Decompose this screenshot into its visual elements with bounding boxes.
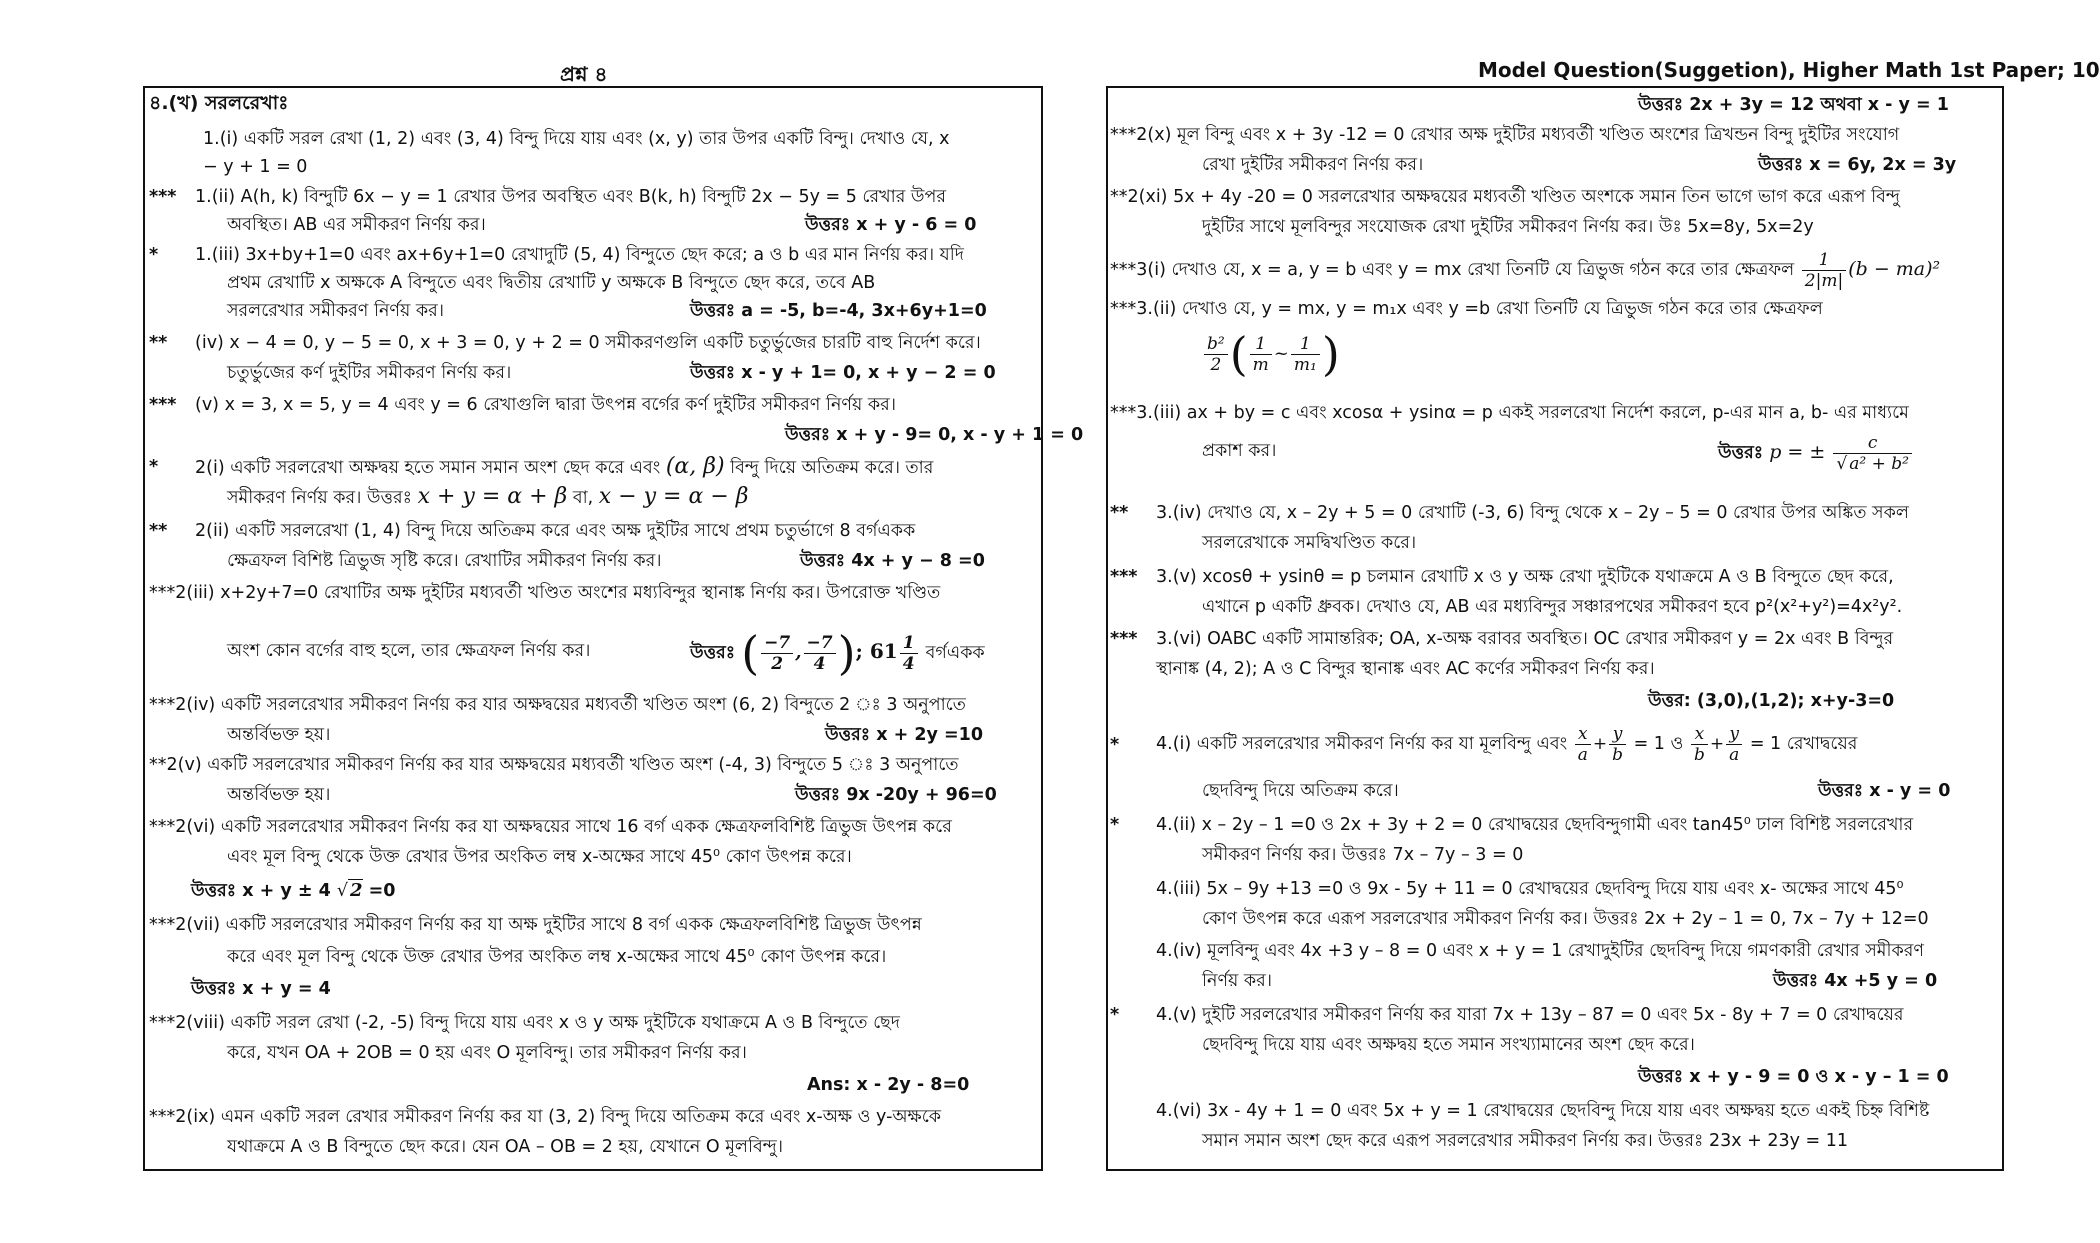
question-2-iii: ***2(iii) x+2y+7=0 রেখাটির অক্ষ দুইটির মধ্যবর্তী খণ্ডিত অংশের মধ্যবিন্দুর স্থানাঙ্ক নির্ণয় কর। উপরোক্ত খণ্ডিত (149, 583, 941, 603)
question-text: 2(i) একটি সরলরেখা অক্ষদ্বয় হতে সমান সমান অংশ ছেদ করে এবং (195, 458, 661, 478)
question-3-iv-cont: সরলরেখাকে সমদ্বিখণ্ডিত করে। (1202, 533, 1417, 553)
importance-stars: ** (149, 521, 168, 541)
fraction: $\frac{y}{a}$ (1726, 724, 1742, 765)
question-2-xi-cont: দুইটির সাথে মূলবিন্দুর সংযোজক রেখা দুইটির সমীকরণ নির্ণয় কর। উঃ 5x=8y, 5x=2y (1202, 217, 1814, 237)
right-page-header: Model Question(Suggetion), Higher Math 1st Paper; 10 (1478, 58, 2100, 82)
fraction: $\frac{1}{4}$ (900, 633, 918, 674)
question-2-i (195, 454, 933, 481)
question-4-vi: 4.(vi) 3x - 4y + 1 = 0 এবং 5x + y = 1 রেখাদ্বয়ের ছেদবিন্দু দিয়ে যায় এবং অক্ষদ্বয় হতে একই চিহ্ন বিশিষ্ট (1156, 1101, 1930, 1121)
open-paren: ( (741, 626, 760, 680)
question-3-iii-cont: প্রকাশ কর। (1202, 441, 1277, 461)
answer-equation: x − y = α − β (598, 484, 749, 509)
answer-2-ix: উত্তরঃ 2x + 3y = 12 অথবা x - y = 1 (1638, 95, 1949, 115)
answer-equation: x + y = α + β (417, 484, 568, 509)
importance-stars: * (149, 245, 159, 265)
fraction: $\frac{\text{b²}}{2}$ (1204, 334, 1228, 375)
question-2-ii-cont: ক্ষেত্রফল বিশিষ্ট ত্রিভুজ সৃষ্টি করে। রেখাটির সমীকরণ নির্ণয় কর। (227, 551, 662, 571)
question-1-v: (v) x = 3, x = 5, y = 4 এবং y = 6 রেখাগুলি দ্বারা উৎপন্ন বর্গের কর্ণ দুইটির সমীকরণ নির্ণয় কর। (195, 395, 896, 415)
answer-text: উত্তরঃ x + y ± 4 (191, 881, 331, 901)
question-1-iii: 1.(iii) 3x+by+1=0 এবং ax+6y+1=0 রেখাদুটি (5, 4) বিন্দুতে ছেদ করে; a ও b এর মান নির্ণয় কর। যদি (195, 245, 964, 265)
question-2-i-cont (227, 484, 748, 511)
answer-4-i: উত্তরঃ x - y = 0 (1818, 781, 1951, 801)
question-2-xi: **2(xi) 5x + 4y -20 = 0 সরলরেখার অক্ষদ্বয়ের মধ্যবর্তী খণ্ডিত অংশকে সমান তিন ভাগে ভাগ করে এরূপ বিন্দু (1110, 187, 1900, 207)
left-page-header: প্রশ্ন ৪ (560, 62, 608, 86)
importance-stars: *** (149, 395, 177, 415)
question-1-ii-cont: অবস্থিত। AB এর সমীকরণ নির্ণয় কর। (227, 215, 486, 235)
radicand: 2 (350, 880, 363, 901)
question-4-ii-cont: সমীকরণ নির্ণয় কর। উত্তরঃ 7x – 7y – 3 = 0 (1202, 845, 1524, 865)
answer-label: উত্তরঃ (690, 643, 736, 663)
question-2-iv: ***2(iv) একটি সরলরেখার সমীকরণ নির্ণয় কর যার অক্ষদ্বয়ের মধ্যবর্তী খণ্ডিত অংশ (6, 2) বিন্দুতে 2 ঃ 3 অনুপাতে (149, 695, 966, 715)
question-2-vi: ***2(vi) একটি সরলরেখার সমীকরণ নির্ণয় কর যা অক্ষদ্বয়ের সাথে 16 বর্গ একক ক্ষেত্রফলবিশিষ্ট ত্রিভুজ উৎপন্ন করে (149, 817, 952, 837)
fraction: $\frac{c}{\text{√ a² + b²}}$ (1833, 433, 1912, 474)
question-4-i-cont: ছেদবিন্দু দিয়ে অতিক্রম করে। (1202, 781, 1399, 801)
question-text: ***3(i) দেখাও যে, x = a, y = b এবং y = mx রেখা তিনটি যে ত্রিভুজ গঠন করে তার ক্ষেত্রফল (1110, 260, 1795, 280)
question-3-i (1110, 244, 1940, 295)
question-text: বিন্দু দিয়ে অতিক্রম করে। তার (730, 458, 934, 478)
question-1-i (203, 126, 949, 152)
question-3-vi: 3.(vi) OABC একটি সামান্তরিক; OA, x-অক্ষ বরাবর অবস্থিত। OC রেখার সমীকরণ y = 2x এবং B বিন্দুর (1156, 629, 1894, 649)
question-3-ii: ***3.(ii) দেখাও যে, y = mx, y = m₁x এবং y =b রেখা তিনটি যে ত্রিভুজ গঠন করে তার ক্ষেত্রফল (1110, 299, 1823, 319)
question-1-iv: (iv) x − 4 = 0, y − 5 = 0, x + 3 = 0, y + 2 = 0 সমীকরণগুলি একটি চতুর্ভুজের চারটি বাহু নির্দেশ করে। (195, 333, 981, 353)
tilde-sign: ~ (1273, 343, 1289, 364)
question-2-ix-cont: যথাক্রমে A ও B বিন্দুতে ছেদ করে। যেন OA – OB = 2 হয়, যেখানে O মূলবিন্দু। (227, 1137, 783, 1157)
question-1-ii: 1.(ii) A(h, k) বিন্দুটি 6x − y = 1 রেখার উপর অবস্থিত এবং B(k, h) বিন্দুটি 2x − 5y = 5 রেখার উপর (195, 187, 947, 207)
close-paren: ) (837, 626, 856, 680)
sqrt-sign: √ (336, 881, 349, 901)
answer-2-v: উত্তরঃ 9x -20y + 96=0 (795, 785, 997, 805)
question-4-iii-cont: কোণ উৎপন্ন করে এরূপ সরলরেখার সমীকরণ নির্ণয় কর। উত্তরঃ 2x + 2y – 1 = 0, 7x – 7y + 12=0 (1202, 909, 1929, 929)
question-3-iv: 3.(iv) দেখাও যে, x – 2y + 5 = 0 রেখাটি (-3, 6) বিন্দু থেকে x – 2y – 5 = 0 রেখার উপর অঙ্কিত সকল (1156, 503, 1909, 523)
right-question-panel (1106, 86, 2004, 1171)
importance-stars: *** (149, 187, 177, 207)
question-4-iv-cont: নির্ণয় কর। (1202, 971, 1273, 991)
question-2-x: ***2(x) মূল বিন্দু এবং x + 3y -12 = 0 রেখার অক্ষ দুইটির মধ্যবর্তী খণ্ডিত অংশের ত্রিখন্ডন বিন্দু দুইটির সংযোগ (1110, 125, 1900, 145)
answer-4-v: উত্তরঃ x + y - 9 = 0 ও x - y – 1 = 0 (1638, 1067, 1949, 1087)
answer-label: উত্তরঃ (1718, 443, 1764, 463)
question-4-v: 4.(v) দুইটি সরলরেখার সমীকরণ নির্ণয় কর যারা 7x + 13y – 87 = 0 এবং 5x - 8y + 7 = 0 রেখাদ্বয়ের (1156, 1005, 1904, 1025)
answer-2-iii: উত্তরঃ ( $\frac{-7}{2}$ , $\frac{-7}{4}$ ); 61 $\frac{1}{4}$ বর্গএকক (690, 626, 985, 680)
answer-4-iv: উত্তরঃ 4x +5 y = 0 (1773, 971, 1938, 991)
fraction: $\frac{-7}{2}$ (761, 633, 793, 674)
answer-2-vii: উত্তরঃ x + y = 4 (191, 979, 331, 999)
answer-2-ii: উত্তরঃ 4x + y − 8 =0 (800, 551, 985, 571)
answer-2-vi (191, 878, 395, 904)
question-3-iii: ***3.(iii) ax + by = c এবং xcosα + ysinα = p একই সরলরেখা নির্দেশ করলে, p-এর মান a, b- এর মাধ্যমে (1110, 403, 1909, 423)
importance-stars: *** (1110, 629, 1138, 649)
answer-equation: p = ± (1769, 441, 1826, 463)
importance-stars: * (1110, 735, 1120, 755)
conjunction-text: বা, (572, 488, 594, 508)
question-2-ix: ***2(ix) এমন একটি সরল রেখার সমীকরণ নির্ণয় কর যা (3, 2) বিন্দু দিয়ে অতিক্রম করে এবং x-অক্ষ ও y-অক্ষকে (149, 1107, 942, 1127)
fraction: $\frac{1}{\text{m₁}}$ (1291, 334, 1320, 375)
fraction: $\frac{x}{b}$ (1691, 724, 1708, 765)
question-2-ii: 2(ii) একটি সরলরেখা (1, 4) বিন্দু দিয়ে অতিক্রম করে এবং অক্ষ দুইটির সাথে প্রথম চতুর্ভাগে 8 বর্গএকক (195, 521, 916, 541)
importance-stars: * (1110, 1005, 1120, 1025)
question-3-v: 3.(v) xcosθ + ysinθ = p চলমান রেখাটি x ও y অক্ষ রেখা দুইটিকে যথাক্রমে A ও B বিন্দুতে ছেদ করে, (1156, 567, 1894, 587)
question-3-ii-formula (1202, 322, 1340, 386)
close-paren: ) (1321, 327, 1340, 381)
question-text: = 1 রেখাদ্বয়ের (1749, 734, 1858, 754)
question-4-vi-cont: সমান সমান অংশ ছেদ করে এরূপ সরলরেখার সমীকরণ নির্ণয় কর। উত্তরঃ 23x + 23y = 11 (1202, 1131, 1849, 1151)
math-expression: (b − ma)² (1848, 258, 1941, 280)
question-2-viii-cont: করে, যখন OA + 2OB = 0 হয় এবং O মূলবিন্দু। তার সমীকরণ নির্ণয় কর। (227, 1043, 747, 1063)
fraction: $\frac{x}{a}$ (1575, 724, 1591, 765)
answer-area: ; 61 (855, 639, 898, 663)
question-2-v-cont: অন্তর্বিভক্ত হয়। (227, 785, 331, 805)
fraction: $\frac{1}{m}$ (1250, 334, 1272, 375)
question-2-iii-cont: অংশ কোন বর্গের বাহু হলে, তার ক্ষেত্রফল নির্ণয় কর। (227, 641, 591, 661)
question-text: সমীকরণ নির্ণয় কর। উত্তরঃ (227, 488, 412, 508)
question-3-v-cont: এখানে p একটি ধ্রুবক। দেখাও যে, AB এর মধ্যবিন্দুর সঞ্চারপথের সমীকরণ হবে p²(x²+y²)=4x²y². (1202, 597, 1903, 617)
question-2-vii: ***2(vii) একটি সরলরেখার সমীকরণ নির্ণয় কর যা অক্ষ দুইটির সাথে 8 বর্গ একক ক্ষেত্রফলবিশিষ্ট ত্রিভুজ উৎপন্ন (149, 915, 922, 935)
question-2-viii: ***2(viii) একটি সরল রেখা (-2, -5) বিন্দু দিয়ে যায় এবং x ও y অক্ষ দুইটিকে যথাক্রমে A ও B বিন্দুতে ছেদ (149, 1013, 900, 1033)
answer-1-ii: উত্তরঃ x + y - 6 = 0 (805, 215, 977, 235)
left-question-panel (143, 86, 1084, 1171)
question-1-iv-cont: চতুর্ভুজের কর্ণ দুইটির সমীকরণ নির্ণয় কর। (227, 363, 512, 383)
fraction: $\frac{y}{b}$ (1609, 724, 1626, 765)
unit-text: বর্গএকক (925, 643, 985, 663)
fraction: $\frac{1}{2|m|}$ (1802, 250, 1846, 291)
question-1-iii-cont: সরলরেখার সমীকরণ নির্ণয় কর। (227, 301, 444, 321)
importance-stars: * (149, 457, 159, 477)
section-heading: ৪.(খ) সরলরেখাঃ (149, 92, 289, 114)
question-4-v-cont: ছেদবিন্দু দিয়ে যায় এবং অক্ষদ্বয় হতে সমান সংখ্যামানের অংশ ছেদ করে। (1202, 1035, 1695, 1055)
importance-stars: *** (1110, 567, 1138, 587)
answer-3-vi: উত্তর: (3,0),(1,2); x+y-3=0 (1648, 691, 1895, 711)
question-text: 4.(i) একটি সরলরেখার সমীকরণ নির্ণয় কর যা মূলবিন্দু এবং (1156, 734, 1568, 754)
importance-stars: * (1110, 815, 1120, 835)
question-1-i-cont: − y + 1 = 0 (203, 157, 308, 177)
question-4-iv: 4.(iv) মূলবিন্দু এবং 4x +3 y – 8 = 0 এবং x + y = 1 রেখাদুইটির ছেদবিন্দু দিয়ে গমণকারী রেখার সমীকরণ (1156, 941, 1924, 961)
answer-2-iv: উত্তরঃ x + 2y =10 (825, 725, 984, 745)
answer-2-x: উত্তরঃ x = 6y, 2x = 3y (1758, 155, 1957, 175)
answer-text: =0 (368, 881, 396, 901)
question-4-i: 4.(i) একটি সরলরেখার সমীকরণ নির্ণয় কর যা মূলবিন্দু এবং $\frac{x}{a}$ + $\frac{y}{b}$ = 1 ও $\frac{x}{b}$ + $\frac{y}{a}$ = 1 রেখাদ্বয়ের (1156, 723, 1858, 765)
question-2-iv-cont: অন্তর্বিভক্ত হয়। (227, 725, 331, 745)
answer-1-iv: উত্তরঃ x - y + 1= 0, x + y − 2 = 0 (690, 363, 996, 383)
answer-1-v: উত্তরঃ x + y - 9= 0, x - y + 1 = 0 (785, 425, 1084, 445)
importance-stars: ** (149, 333, 168, 353)
question-4-ii: 4.(ii) x – 2y – 1 =0 ও 2x + 3y + 2 = 0 রেখাদ্বয়ের ছেদবিন্দুগামী এবং tan45⁰ ঢাল বিশিষ্ট সরলরেখার (1156, 815, 1914, 835)
question-text: = 1 ও (1633, 734, 1684, 754)
open-paren: ( (1229, 327, 1248, 381)
question-2-v: **2(v) একটি সরলরেখার সমীকরণ নির্ণয় কর যার অক্ষদ্বয়ের মধ্যবর্তী খণ্ডিত অংশ (-4, 3) বিন্দুতে 5 ঃ 3 অনুপাতে (149, 755, 959, 775)
fraction: $\frac{-7}{4}$ (804, 633, 836, 674)
question-1-iii-cont: প্রথম রেখাটি x অক্ষকে A বিন্দুতে এবং দ্বিতীয় রেখাটি y অক্ষকে B বিন্দুতে ছেদ করে, তবে AB (227, 273, 876, 293)
importance-stars: ** (1110, 503, 1129, 523)
math-point: (α, β) (665, 454, 725, 479)
answer-3-iii (1718, 424, 1914, 481)
question-2-vi-cont: এবং মূল বিন্দু থেকে উক্ত রেখার উপর অংকিত লম্ব x-অক্ষের সাথে 45⁰ কোণ উৎপন্ন করে। (227, 847, 852, 867)
question-2-vii-cont: করে এবং মূল বিন্দু থেকে উক্ত রেখার উপর অংকিত লম্ব x-অক্ষের সাথে 45⁰ কোণ উৎপন্ন করে। (227, 947, 887, 967)
question-text: 1.(i) একটি সরল রেখা (1, 2) এবং (3, 4) বিন্দু দিয়ে যায় এবং (x, y) তার উপর একটি বিন্দু। দেখাও যে, x (203, 129, 950, 149)
question-4-iii: 4.(iii) 5x – 9y +13 =0 ও 9x - 5y + 11 = 0 রেখাদ্বয়ের ছেদবিন্দু দিয়ে যায় এবং x- অক্ষের সাথে 45⁰ (1156, 879, 1904, 899)
answer-1-iii: উত্তরঃ a = -5, b=-4, 3x+6y+1=0 (690, 301, 987, 321)
question-2-x-cont: রেখা দুইটির সমীকরণ নির্ণয় কর। (1202, 155, 1424, 175)
answer-2-viii: Ans: x - 2y - 8=0 (807, 1075, 970, 1095)
question-3-vi-cont: স্থানাঙ্ক (4, 2); A ও C বিন্দুর স্থানাঙ্ক এবং AC কর্ণের সমীকরণ নির্ণয় কর। (1156, 659, 1655, 679)
